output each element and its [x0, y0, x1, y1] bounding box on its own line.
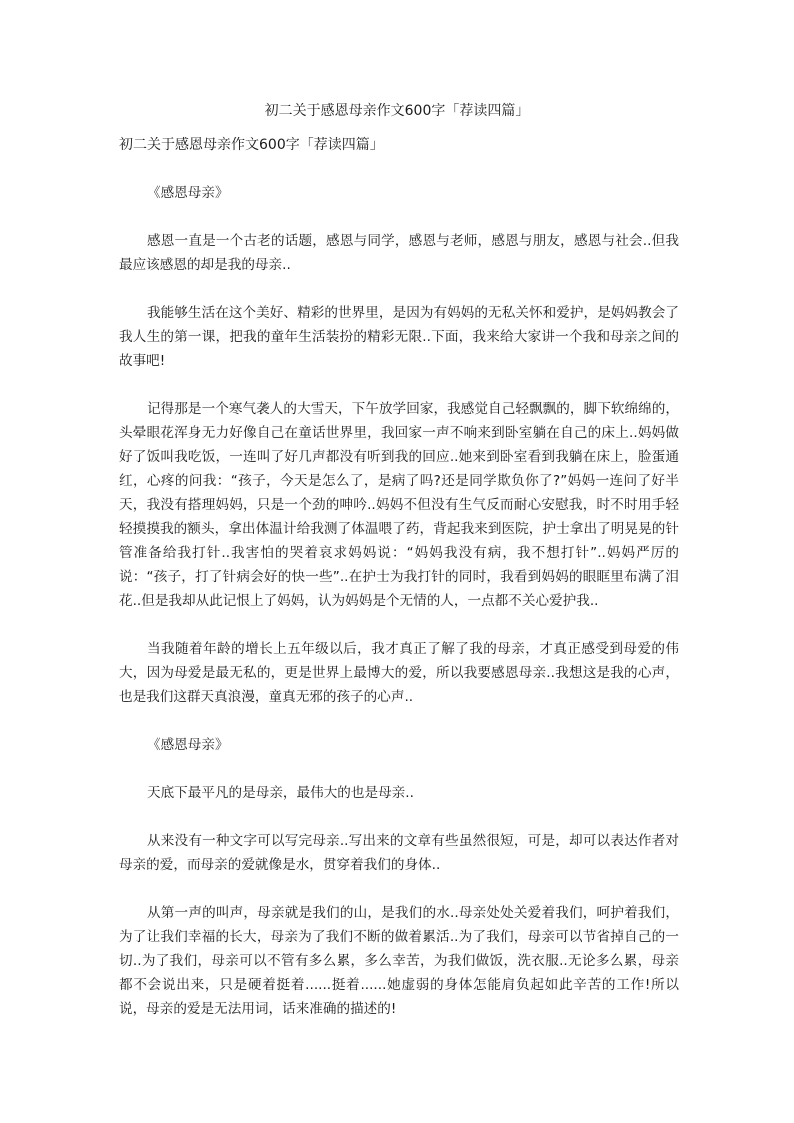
document-title: 初二关于感恩母亲作文600字「荐读四篇」	[264, 103, 530, 119]
document-subtitle: 初二关于感恩母亲作文600字「荐读四篇」	[119, 137, 384, 153]
document-body	[119, 181, 679, 1045]
section-heading: 《感恩母亲》	[147, 185, 229, 201]
paragraph: 从来没有一种文字可以写完母亲..写出来的文章有些虽然很短，可是，却可以表达作者对母亲的爱，而母亲的爱就像是水，贯穿着我们的身体..	[119, 833, 679, 873]
section-heading: 《感恩母亲》	[147, 737, 229, 753]
paragraph: 感恩一直是一个古老的话题，感恩与同学，感恩与老师，感恩与朋友，感恩与社会..但我最应该感恩的却是我的母亲..	[119, 233, 679, 273]
paragraph: 记得那是一个寒气袭人的大雪天，下午放学回家，我感觉自己轻飘飘的，脚下软绵绵的，头晕眼花浑身无力好像自己在童话世界里，我回家一声不响来到卧室躺在自己的床上..妈妈做好了饭叫我吃饭，一连叫了好几声都没有听到我的回应..她来到卧室看到我躺在床上，脸蛋通红，心疼的问我：“孩子，今天是怎么了，是病了吗?还是同学欺负你了?”妈妈一连问了好半天，我没有搭理妈妈，只是一个劲的呻吟..妈妈不但没有生气反而耐心安慰我，时不时用手轻轻摸摸我的额头，拿出体温计给我测了体温喂了药，背起我来到医院，护士拿出了明晃晃的针管准备给我打针..我害怕的哭着哀求妈妈说：“妈妈我没有病，我不想打针”..妈妈严厉的说：“孩子，打了针病会好的快一些”..在护士为我打针的同时，我看到妈妈的眼眶里布满了泪花..但是我却从此记恨上了妈妈，认为妈妈是个无情的人，一点都不关心爱护我..	[119, 401, 679, 609]
paragraph: 当我随着年龄的增长上五年级以后，我才真正了解了我的母亲，才真正感受到母爱的伟大，因为母爱是最无私的，更是世界上最博大的爱，所以我要感恩母亲..我想这是我的心声，也是我们这群天真浪漫，童真无邪的孩子的心声..	[119, 641, 679, 705]
paragraph: 天底下最平凡的是母亲，最伟大的也是母亲..	[147, 785, 414, 801]
paragraph: 从第一声的叫声，母亲就是我们的山，是我们的水..母亲处处关爱着我们，呵护着我们，为了让我们幸福的长大，母亲为了我们不断的做着累活..为了我们，母亲可以节省掉自己的一切..为了我们，母亲可以不管有多么累，多么幸苦，为我们做饭，洗衣服..无论多么累，母亲都不会说出来，只是硬着挺着......挺着......她虚弱的身体怎能肩负起如此辛苦的工作!所以说，母亲的爱是无法用词，话来准确的描述的!	[119, 905, 679, 1017]
paragraph: 我能够生活在这个美好、精彩的世界里，是因为有妈妈的无私关怀和爱护，是妈妈教会了我人生的第一课，把我的童年生活装扮的精彩无限..下面，我来给大家讲一个我和母亲之间的故事吧!	[119, 305, 679, 369]
